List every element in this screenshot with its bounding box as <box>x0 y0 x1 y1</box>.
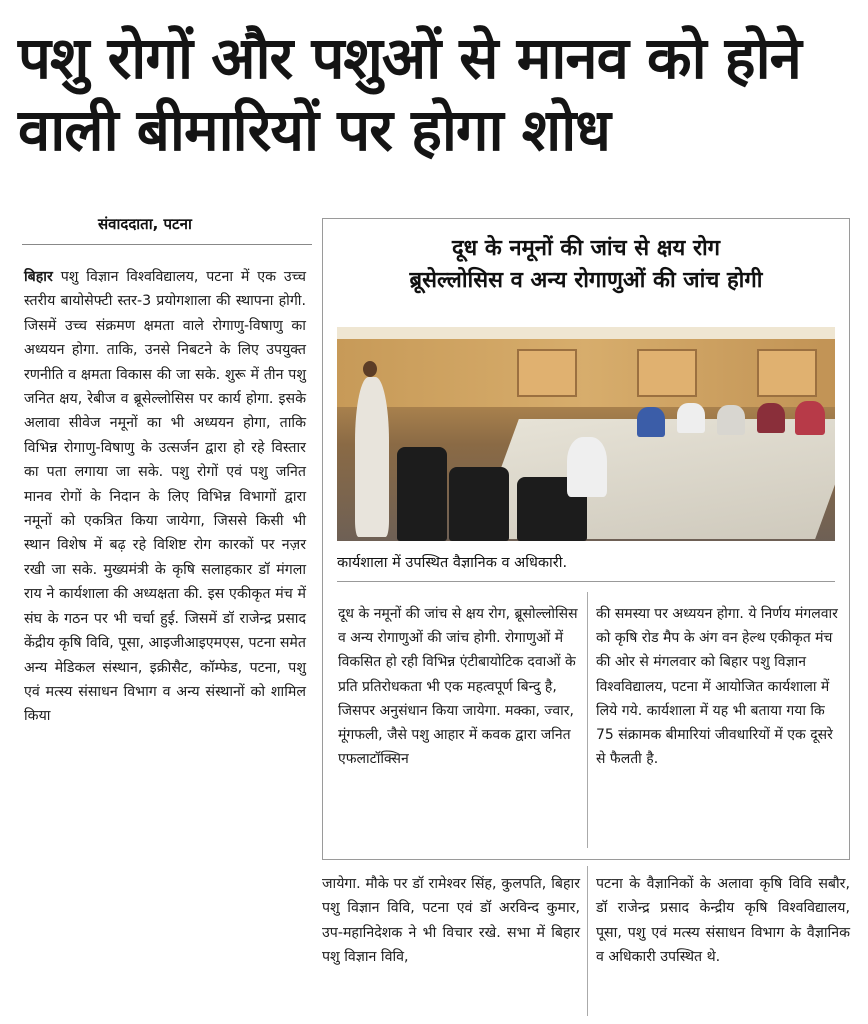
sidebar-title-line1: दूध के नमूनों की जांच से क्षय रोग <box>451 236 721 261</box>
photo-chair <box>449 467 509 541</box>
workshop-photo <box>337 327 835 541</box>
photo-person <box>757 403 785 433</box>
photo-chair <box>397 447 447 541</box>
photo-window <box>757 349 817 397</box>
photo-person <box>717 405 745 435</box>
photo-head <box>363 361 377 377</box>
column-divider <box>587 866 588 1016</box>
sidebar-column-left: दूध के नमूनों की जांच से क्षय रोग, ब्रूसोल्लोसिस व अन्य रोगाणुओं की जांच होगी. रोगाणुओं में विकसित हो रही विभिन्न एंटीबायोटिक दवाओं के प्रति प्रतिरोधकता भी एक महत्वपूर्ण बिन्दु है, जिसपर अनुसंधान किया जायेगा. मक्का, ज्वार, मूंगफली, जैसे पशु आहार में कवक द्वारा जनित एफलाटॉक्सिन <box>338 606 578 768</box>
main-column <box>24 265 306 729</box>
main-text: पशु विज्ञान विश्वविद्यालय, पटना में एक उच्च स्तरीय बायोसेफ्टी स्तर-3 प्रयोगशाला की स्थापना होगी. जिसमें उच्च संक्रमण क्षमता वाले रोगाणु-विषाणु का अध्ययन होगा. ताकि, उनसे निबटने के लिए उपयुक्त रणनीति व क्षमता विकास की जा सके. शुरू में तीन पशु जनित क्षय, रेबीज व ब्रूसेल्लोसिस पर कार्य होगा. इसके अलावा सीवेज नमूनों का भी अध्ययन होगा, ताकि विभिन्न रोगाणु-विषाणु के उत्सर्जन द्वारा हो रहे विस्तार का पता लगाया जा सके. पशु रोगों एवं पशु जनित मानव रोगों के निदान के लिए विभिन्न विभागों द्वारा नमूनों को एकत्रित किया जायेगा, जिससे किसी भी स्थान विशेष में बढ़ रहे विशिष्ट रोग कारकों पर नज़र रखी जा सके. मुख्यमंत्री के कृषि सलाहकार डॉ मंगला राय ने कार्यशाला की अध्यक्षता की. इस एकीकृत मंच में संघ के गठन पर भी चर्चा हुई. जिसमें डॉ राजेन्द्र प्रसाद केंद्रीय कृषि विवि, पूसा, आइजीआइएमएस, पटना समेत अन्य मेडिकल संस्थान, इक्रीसैट, कॉम्फेड, पटना, पशु एवं मत्स्य संसाधन विभाग व अन्य संस्थानों को शामिल किया <box>24 269 306 725</box>
photo-person <box>637 407 665 437</box>
photo-window <box>637 349 697 397</box>
photo-speaker <box>355 377 389 537</box>
caption-rule <box>337 581 835 582</box>
photo-person <box>795 401 825 435</box>
photo-ceiling <box>337 327 835 339</box>
sidebar-column-right: की समस्या पर अध्ययन होगा. ये निर्णय मंगलवार को कृषि रोड मैप के अंग वन हेल्थ एकीकृत मंच की ओर से मंगलवार को बिहार पशु विज्ञान विश्वविद्यालय, पटना में आयोजित कार्यशाला में लिये गये. कार्यशाला में यह भी बताया गया कि 75 संक्रामक बीमारियां जीवधारियों में एक दूसरे से फैलती है. <box>596 606 838 768</box>
photo-person <box>567 437 607 497</box>
continued-column-left: जायेगा. मौके पर डॉ रामेश्वर सिंह, कुलपति, बिहार पशु विज्ञान विवि, पटना एवं डॉ अरविन्द कुमार, उप-महानिदेशक ने भी विचार रखे. सभा में बिहार पशु विज्ञान विवि, <box>322 876 580 966</box>
photo-person <box>677 403 705 433</box>
continued-column-right: पटना के वैज्ञानिकों के अलावा कृषि विवि सबौर, डॉ राजेन्द्र प्रसाद केन्द्रीय कृषि विश्वविद्यालय, पूसा, पशु एवं मत्स्य संसाधन विभाग के वैज्ञानिक व अधिकारी उपस्थित थे. <box>596 876 850 966</box>
byline-rule <box>22 244 312 245</box>
sidebar-title-line2: ब्रूसेल्लोसिस व अन्य रोगाणुओं की जांच होगी <box>409 268 763 293</box>
headline: पशु रोगों और पशुओं से मानव को होने वाली बीमारियों पर होगा शोध <box>18 24 801 164</box>
photo-window <box>517 349 577 397</box>
sidebar-title <box>323 233 849 297</box>
lead-word: बिहार <box>24 269 53 285</box>
photo-caption: कार्यशाला में उपस्थित वैज्ञानिक व अधिकारी. <box>337 555 568 571</box>
byline: संवाददाता, पटना <box>98 215 192 233</box>
